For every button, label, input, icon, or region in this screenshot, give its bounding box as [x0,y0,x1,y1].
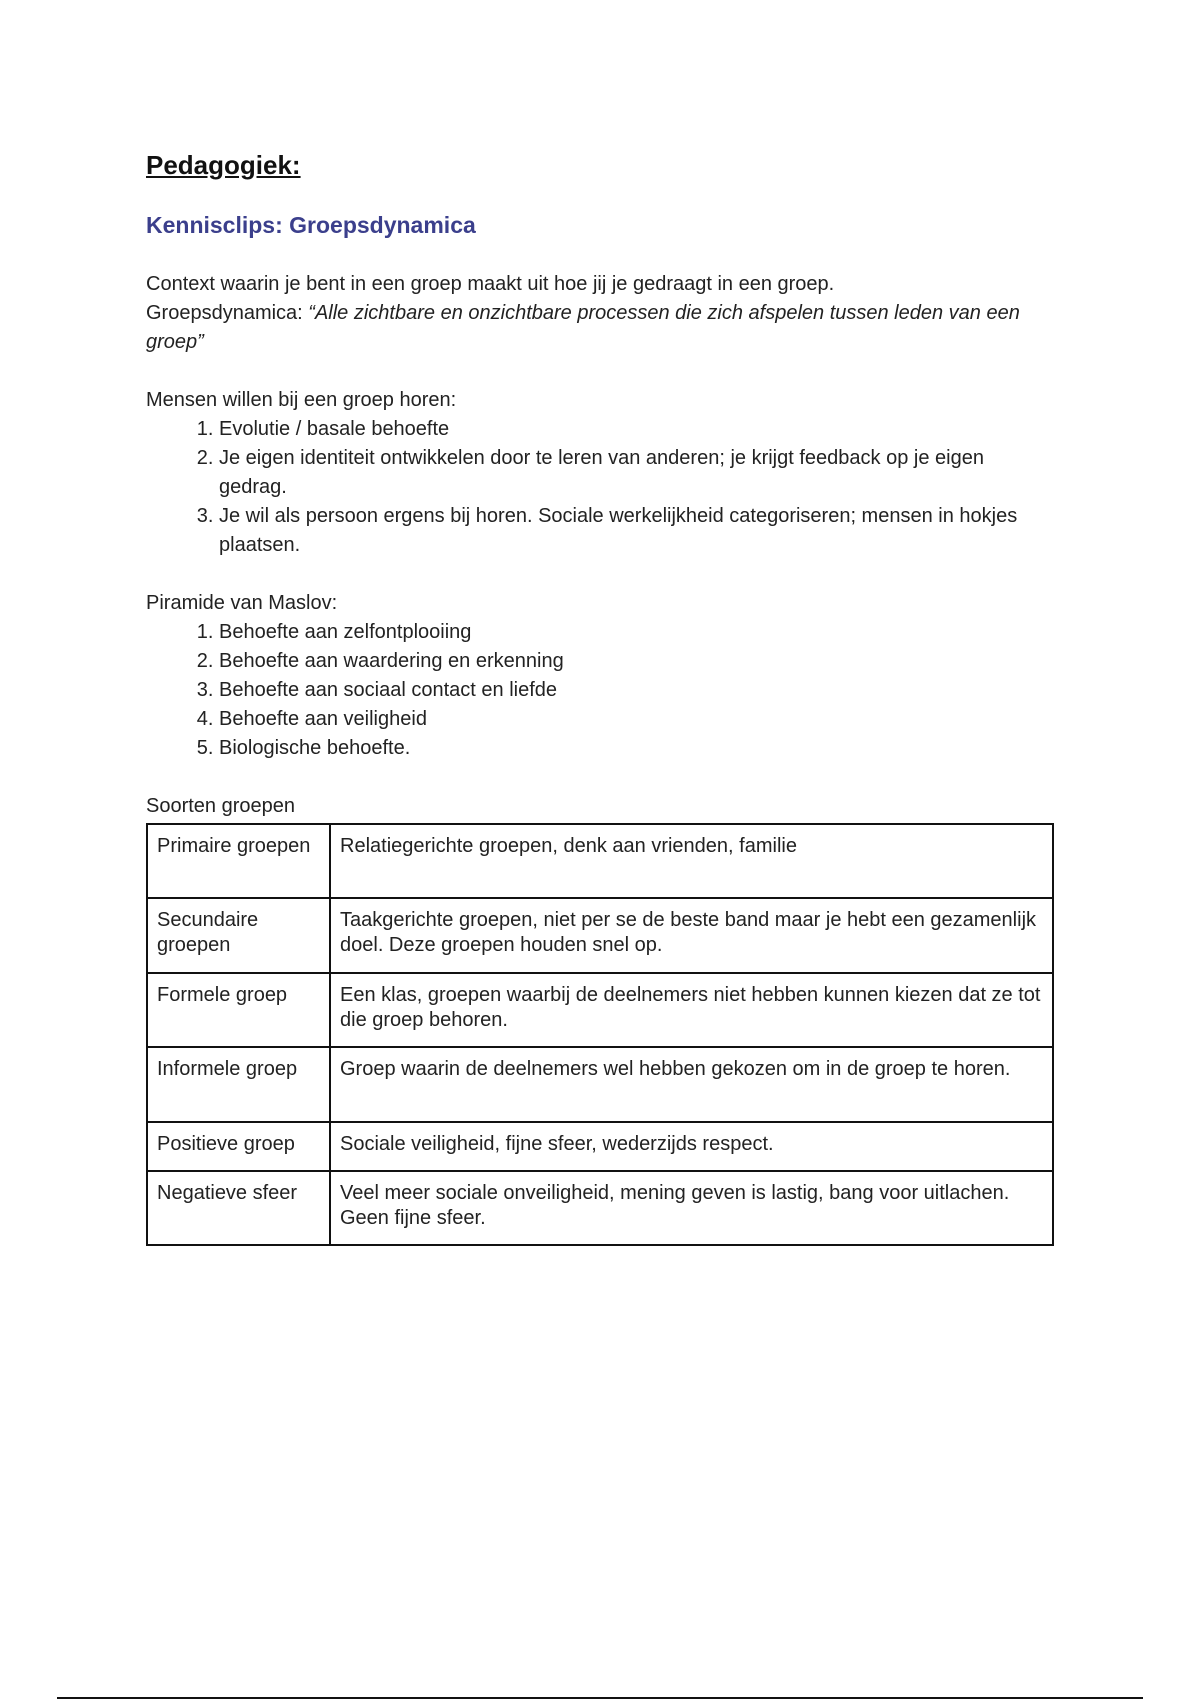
group-description-cell: Taakgerichte groepen, niet per se de beste band maar je hebt een gezamenlijk doel. Deze groepen houden snel op. [330,898,1053,973]
group-kind-cell: Negatieve sfeer [147,1171,330,1245]
group-kind-cell: Formele groep [147,973,330,1047]
group-description-cell: Sociale veiligheid, fijne sfeer, wederzijds respect. [330,1122,1053,1171]
maslow-heading: Piramide van Maslov: [146,592,338,614]
intro-definition [146,299,1054,357]
document-page [146,140,1054,1246]
group-kind-cell: Secundaire groepen [147,898,330,973]
belonging-block [146,386,1054,560]
table-row [147,824,1053,898]
list-item: 1. Behoefte aan zelfontplooiing [219,618,1054,647]
table-row [147,1047,1053,1122]
groups-table [146,823,1054,1246]
table-row [147,898,1053,973]
intro-context-text: Context waarin je bent in een groep maakt uit hoe jij je gedraagt in een groep. [146,273,835,295]
group-description-cell: Een klas, groepen waarbij de deelnemers niet hebben kunnen kiezen dat ze tot die groep behoren. [330,973,1053,1047]
table-row [147,1171,1053,1245]
group-description-cell: Groep waarin de deelnemers wel hebben gekozen om in de groep te horen. [330,1047,1053,1122]
list-item: 3. Je wil als persoon ergens bij horen. Sociale werkelijkheid categoriseren; mensen in hokjes plaatsen. [219,502,1054,560]
list-item: 2. Behoefte aan waardering en erkenning [219,647,1054,676]
bottom-divider [57,1697,1143,1699]
section-heading: Kennisclips: Groepsdynamica [146,212,476,238]
group-description-cell: Relatiegerichte groepen, denk aan vrienden, familie [330,824,1053,898]
group-kind-cell: Positieve groep [147,1122,330,1171]
groups-heading: Soorten groepen [146,795,296,817]
definition-label: Groepsdynamica: [146,302,309,324]
intro-block [146,270,1054,357]
maslow-list [146,618,1054,763]
belonging-heading: Mensen willen bij een groep horen: [146,389,457,411]
group-kind-cell: Primaire groepen [147,824,330,898]
list-item: 2. Je eigen identiteit ontwikkelen door te leren van anderen; je krijgt feedback op je eigen gedrag. [219,444,1054,502]
list-item: 3. Behoefte aan sociaal contact en liefde [219,676,1054,705]
group-kind-cell: Informele groep [147,1047,330,1122]
groups-block [146,792,1054,1246]
page-title: Pedagogiek: [146,150,301,180]
list-item: 4. Behoefte aan veiligheid [219,705,1054,734]
belonging-list [146,415,1054,560]
table-row [147,973,1053,1047]
list-item: 5. Biologische behoefte. [219,734,1054,763]
maslow-block [146,589,1054,763]
group-description-cell: Veel meer sociale onveiligheid, mening geven is lastig, bang voor uitlachen. Geen fijne sfeer. [330,1171,1053,1245]
table-row [147,1122,1053,1171]
list-item: 1. Evolutie / basale behoefte [219,415,1054,444]
definition-quote: “Alle zichtbare en onzichtbare processen die zich afspelen tussen leden van een groep” [146,302,1020,353]
